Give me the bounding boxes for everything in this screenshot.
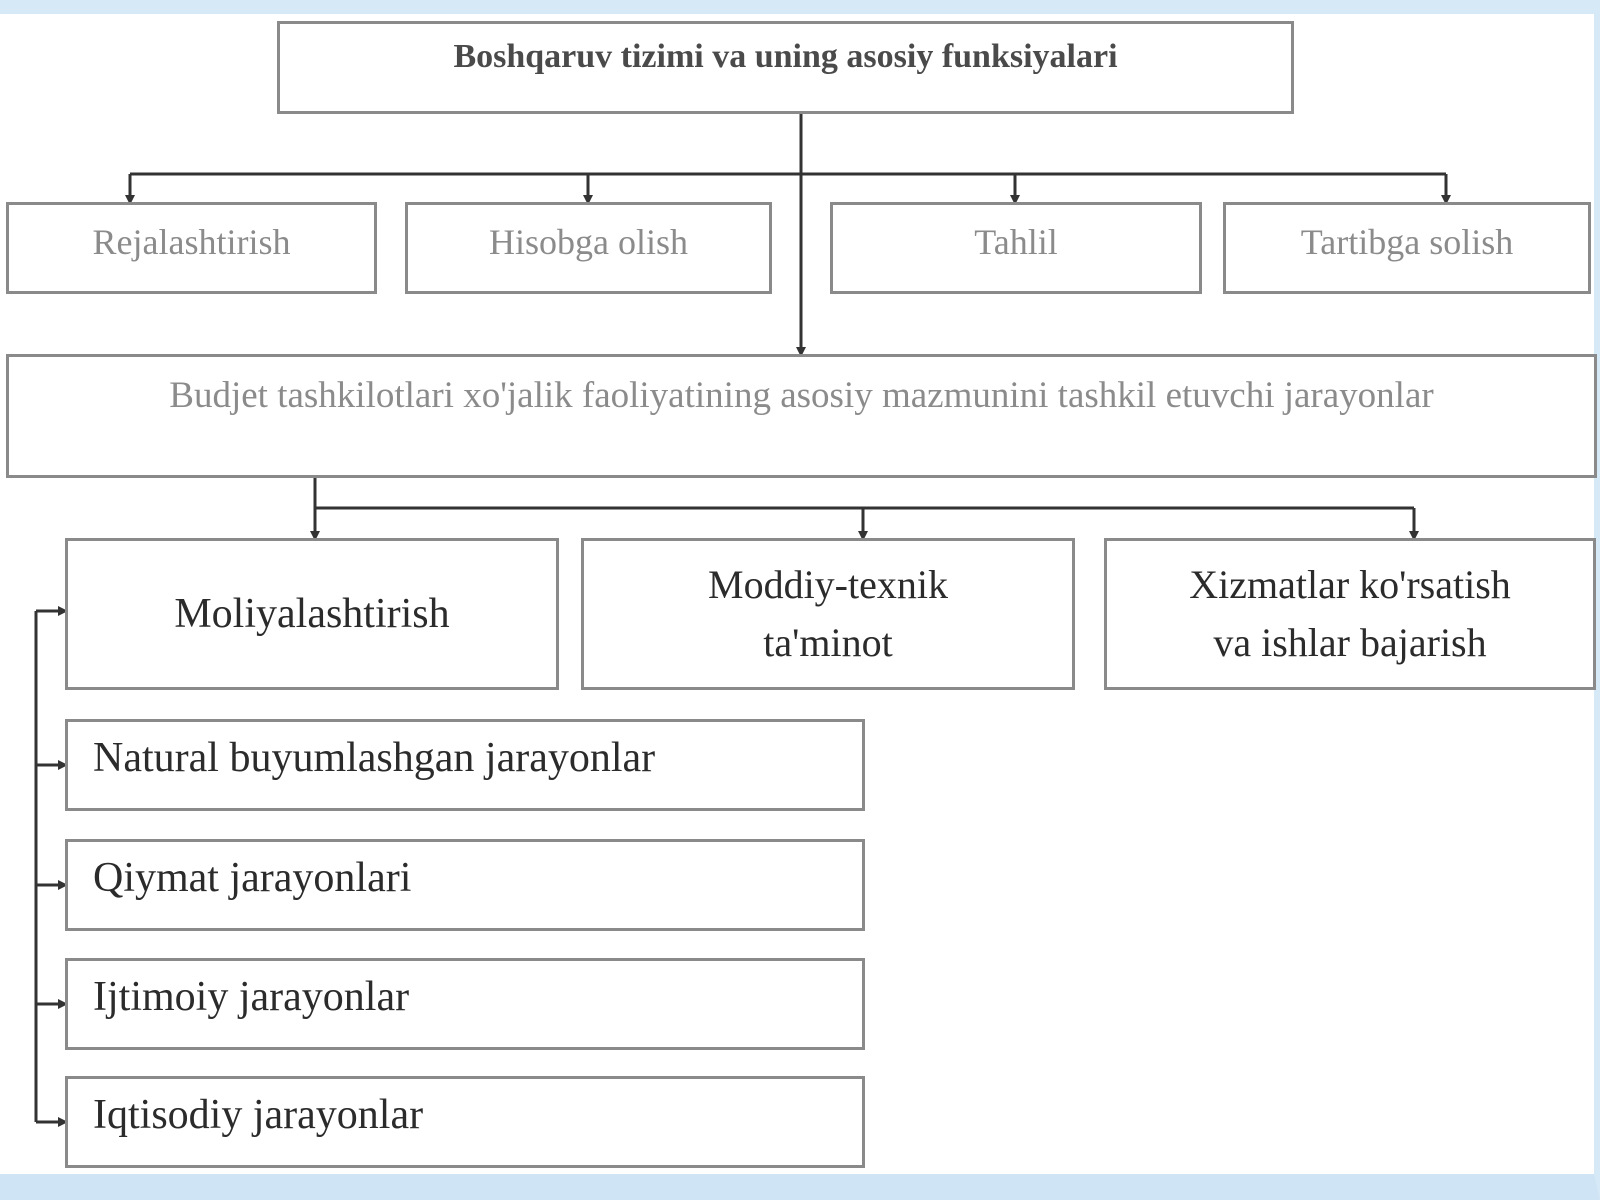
sub-process-label: Natural buyumlashgan jarayonlar — [93, 735, 656, 781]
sub-process-label: Qiymat jarayonlari — [93, 855, 412, 901]
sub-process-box — [65, 719, 865, 811]
main-box-line: Moliyalashtirish — [174, 591, 450, 637]
sub-process-box — [65, 958, 865, 1050]
sub-process-label: Iqtisodiy jarayonlar — [93, 1092, 424, 1138]
function-label: Rejalashtirish — [92, 222, 291, 262]
sub-process-box — [65, 1076, 865, 1168]
processes-box — [6, 354, 1597, 478]
sub-process-box — [65, 839, 865, 931]
function-box-analysis — [830, 202, 1202, 294]
root-box — [277, 21, 1294, 114]
function-box-accounting — [405, 202, 772, 294]
function-label: Tartibga solish — [1300, 222, 1514, 262]
root-label: Boshqaruv tizimi va uning asosiy funksiyalari — [453, 38, 1118, 75]
main-box-line: va ishlar bajarish — [1213, 620, 1487, 665]
function-label: Hisobga olish — [488, 222, 688, 262]
sub-process-label: Ijtimoiy jarayonlar — [93, 974, 410, 1020]
processes-title: Budjet tashkilotlari xo'jalik faoliyatining asosiy mazmunini tashkil etuvchi jarayonlar — [169, 375, 1434, 416]
main-box-services — [1104, 538, 1596, 690]
main-box-financing — [65, 538, 559, 690]
main-box-line: Moddiy-texnik — [708, 562, 948, 607]
function-label: Tahlil — [974, 222, 1058, 262]
main-box-material-supply — [581, 538, 1075, 690]
function-box-planning — [6, 202, 377, 294]
main-box-line: Xizmatlar ko'rsatish — [1189, 562, 1511, 607]
main-box-line: ta'minot — [763, 620, 893, 665]
function-box-regulation — [1223, 202, 1591, 294]
